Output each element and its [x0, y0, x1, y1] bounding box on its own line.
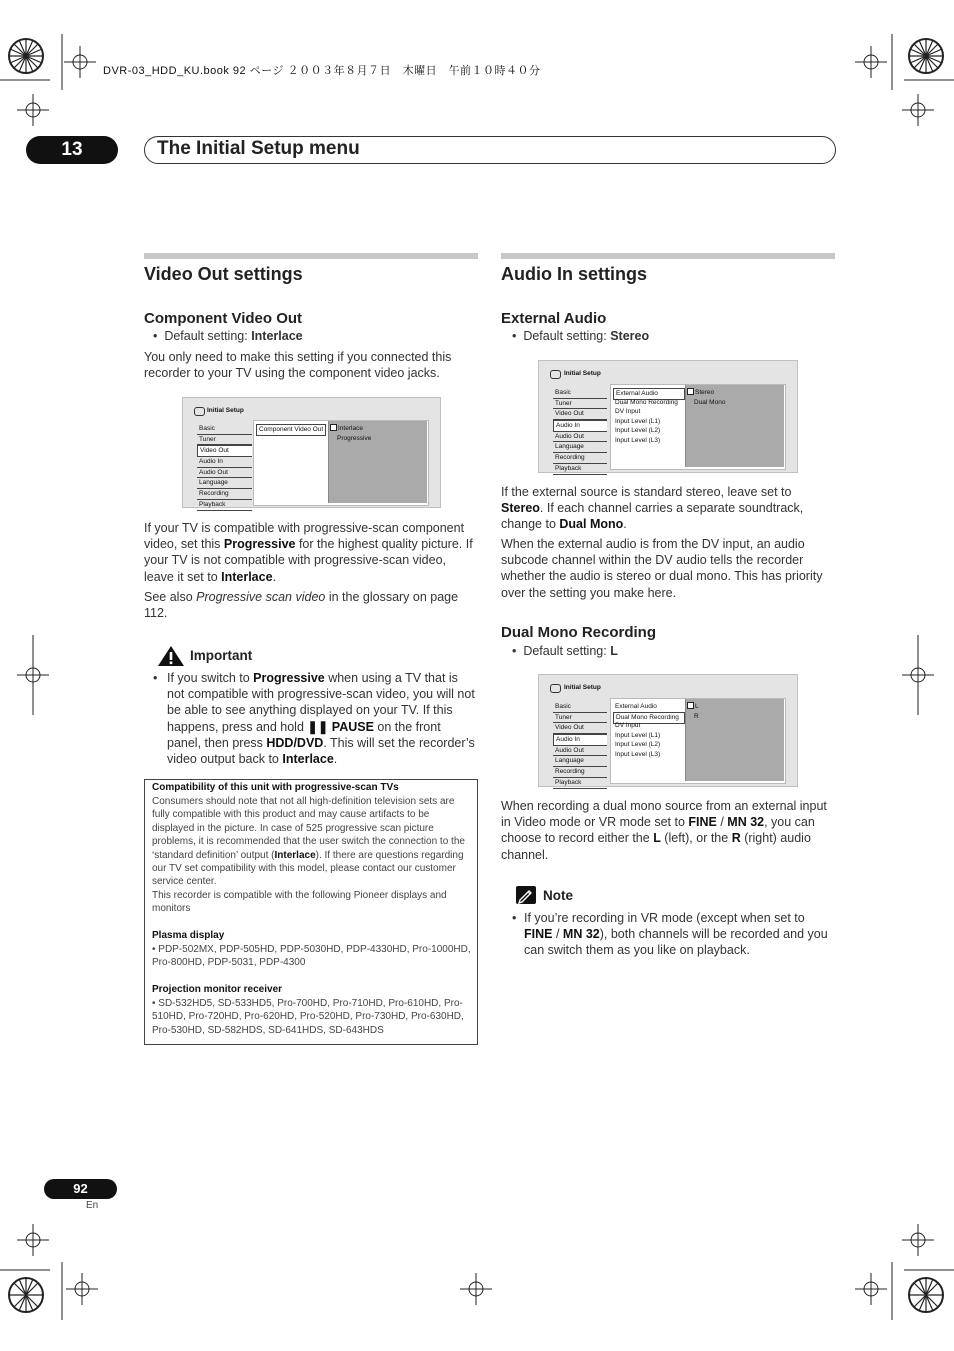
- note-icon: [516, 886, 536, 904]
- bullet-dot: •: [153, 671, 158, 685]
- glossary-paragraph: See also Progressive scan video in the glossary on page 112.: [144, 590, 459, 621]
- osd-submenu-item: Dual Mono Recording: [613, 712, 685, 724]
- section-title-video-out: Video Out settings: [144, 264, 303, 284]
- osd-screen-component: [182, 397, 441, 508]
- section-rule: [501, 253, 835, 259]
- osd-submenu-item: Input Level (L1): [615, 732, 661, 739]
- progressive-paragraph: If your TV is compatible with progressive-scan component video, set this Progressive for the highest quality picture. If your TV is not compatible with progressive-scan video, leave it set to Interlace.: [144, 521, 473, 584]
- dual-mono-paragraph: When recording a dual mono source from an external input in Video mode or VR mode set to FINE / MN 32, you can choose to record either the L (left), or the R (right) audio channel.: [501, 799, 827, 862]
- osd-submenu-item: Input Level (L2): [615, 427, 661, 434]
- osd-option-dual-mono: Dual Mono: [694, 399, 726, 406]
- osd-option-interlace: Interlace: [330, 424, 363, 434]
- external-paragraph-1: If the external source is standard stereo, leave set to Stereo. If each channel carries a separate soundtrack, change to Dual Mono.: [501, 485, 804, 532]
- default-setting-line: • Default setting: L: [512, 644, 618, 658]
- language-code: En: [86, 1200, 99, 1211]
- note-label: Note: [543, 888, 573, 903]
- osd-options-panel: [685, 699, 784, 781]
- osd-title: Initial Setup: [564, 370, 601, 377]
- subsection-title-component: Component Video Out: [144, 310, 303, 327]
- compat-text: Consumers should note that not all high-definition television sets are fully compatible with this product and may cause artifacts to be displayed in the picture. In case of 525 progressive scan picture problems, it is recommended that the user switch the connection to the ‘standard definition’ output (Interlace). If there are questions regarding our TV set compatibility with this model, please contact our customer service center. This recorder is compatible with the following Pioneer displays and monitors: [152, 796, 465, 915]
- osd-option-progressive: Progressive: [337, 435, 372, 442]
- section-rule: [144, 253, 478, 259]
- plasma-heading: Plasma display: [152, 930, 225, 941]
- osd-menu: Basic Tuner Video Out Audio In Audio Out Language Recording Playback: [553, 702, 607, 789]
- projection-heading: Projection monitor receiver: [152, 984, 283, 995]
- osd-submenu-item: DV Input: [615, 408, 641, 415]
- plasma-list: • PDP-502MX, PDP-505HD, PDP-5030HD, PDP-4330HD, Pro-1000HD, Pro-800HD, PDP-5031, PDP-4300: [152, 944, 471, 969]
- osd-menu: Basic Tuner Video Out Audio In Audio Out Language Recording Playback: [553, 388, 607, 475]
- osd-submenu-item: External Audio: [613, 388, 685, 400]
- default-setting-line: • Default setting: Interlace: [153, 329, 303, 343]
- osd-submenu-item: External Audio: [615, 703, 657, 710]
- osd-submenu-item: Input Level (L3): [615, 751, 661, 758]
- osd-submenu-item: Input Level (L1): [615, 418, 661, 425]
- important-text: If you switch to Progressive when using a TV that is not compatible with progressive-scan video, you will not be able to see anything displayed on your TV. If this happens, press and hold ❚❚ PAUSE on the front panel, then press HDD/DVD. This will set the recorder’s video output back to Interlace.: [167, 671, 475, 767]
- osd-screen-external-audio: [538, 360, 798, 473]
- default-setting-line: • Default setting: Stereo: [512, 329, 650, 343]
- setup-icon: [550, 370, 561, 379]
- osd-submenu-item: Component Video Out: [256, 424, 326, 436]
- section-title-audio-in: Audio In settings: [501, 264, 647, 284]
- projection-list: • SD-532HD5, SD-533HD5, Pro-700HD, Pro-710HD, Pro-610HD, Pro-510HD, Pro-720HD, Pro-620HD, Pro-520HD, Pro-730HD, Pro-630HD, Pro-530HD, SD-582HDS, SD-641HDS, SD-643HDS: [152, 998, 464, 1036]
- intro-paragraph: You only need to make this setting if you connected this recorder to your TV using the component video jacks.: [144, 350, 452, 381]
- bullet-dot: •: [512, 911, 517, 925]
- osd-title: Initial Setup: [564, 684, 601, 691]
- external-paragraph-2: When the external audio is from the DV input, an audio subcode channel within the DV audio tells the recorder whether the audio is stereo or dual mono. This has priority over the setting you make here.: [501, 537, 823, 600]
- subsection-title-dual-mono: Dual Mono Recording: [501, 624, 656, 641]
- important-label: Important: [190, 648, 253, 663]
- osd-submenu-item: Input Level (L2): [615, 741, 661, 748]
- osd-option-stereo: Stereo: [687, 388, 714, 398]
- page-number: 92: [44, 1179, 117, 1199]
- osd-submenu-item: Dual Mono Recording: [615, 399, 678, 406]
- setup-icon: [194, 407, 205, 416]
- compatibility-box: [144, 779, 478, 1045]
- osd-option-r: R: [694, 713, 699, 720]
- note-text: If you’re recording in VR mode (except when set to FINE / MN 32), both channels will be recorded and you can switch them as you like on playback.: [524, 911, 828, 958]
- osd-submenu-item: DV Input: [615, 722, 641, 729]
- print-header: DVR-03_HDD_KU.book 92 ページ ２００３年８月７日 木曜日 午前１０時４０分: [103, 65, 541, 77]
- osd-option-l: L: [687, 702, 699, 712]
- warning-icon: [157, 645, 185, 667]
- chapter-number: 13: [26, 136, 118, 164]
- osd-submenu-item: Input Level (L3): [615, 437, 661, 444]
- compat-title: Compatibility of this unit with progressive-scan TVs: [152, 782, 399, 793]
- chapter-title: The Initial Setup menu: [157, 138, 360, 159]
- osd-title: Initial Setup: [207, 407, 244, 414]
- subsection-title-external: External Audio: [501, 310, 607, 327]
- setup-icon: [550, 684, 561, 693]
- osd-screen-dual-mono: [538, 674, 798, 787]
- osd-menu: Basic Tuner Video Out Audio In Audio Out Language Recording Playback: [197, 424, 252, 511]
